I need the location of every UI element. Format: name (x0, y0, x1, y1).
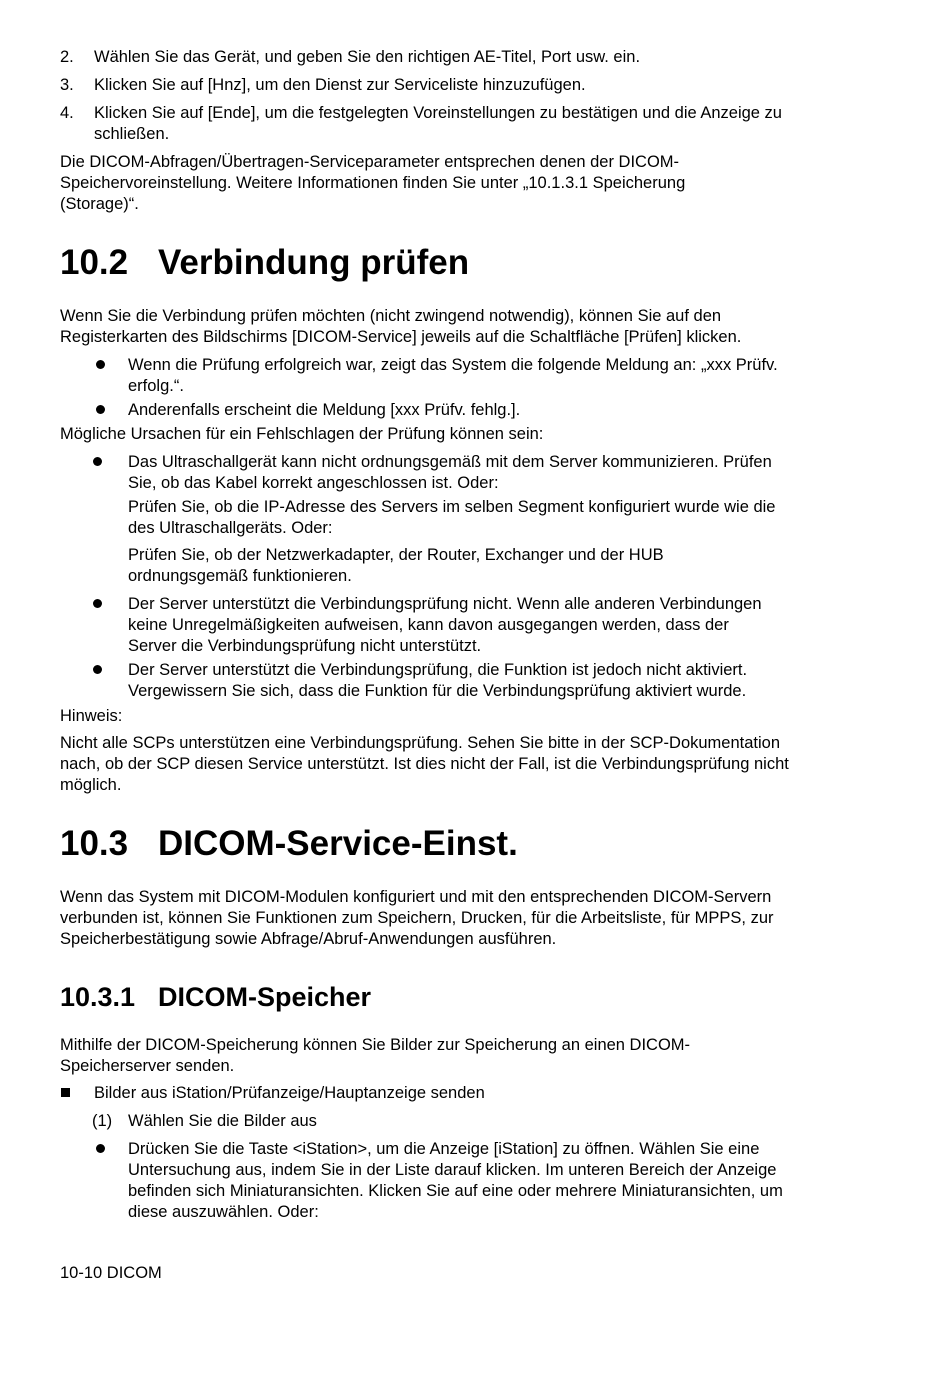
square-item-text: Bilder aus iStation/Prüfanzeige/Hauptanzeige senden (94, 1084, 485, 1102)
section-title: DICOM-Service-Einst. (158, 824, 518, 863)
paragraph: Wenn das System mit DICOM-Modulen konfiguriert und mit den entsprechenden DICOM-Servern verbunden ist, können Sie Funktionen zum Speichern, Drucken, für die Arbeitsliste, für MPPS, zur Speicherbestätigung sowie Abfrage/Abruf-Anwendungen ausführen. (60, 888, 774, 948)
bullet-text: Der Server unterstützt die Verbindungsprüfung, die Funktion ist jedoch nicht aktiviert. Vergewissern Sie sich, dass die Funktion für die Verbindungsprüfung aktiviert wurde. (128, 661, 748, 700)
step-number: 3. (60, 76, 74, 94)
square-bullet-icon (61, 1088, 70, 1097)
bullet-text: Wenn die Prüfung erfolgreich war, zeigt das System die folgende Meldung an: „xxx Prüfv. erfolg.“. (128, 356, 778, 395)
section-heading (60, 824, 518, 864)
subsection-heading (60, 981, 371, 1013)
bullet-icon (96, 1144, 105, 1153)
section-number: 10.2 (60, 243, 129, 282)
step-number: 2. (60, 48, 74, 66)
bullet-text: Anderenfalls erscheint die Meldung [xxx Prüfv. fehlg.]. (128, 401, 521, 419)
bullet-text: Der Server unterstützt die Verbindungsprüfung nicht. Wenn alle anderen Verbindungen keine Unregelmäßigkeiten aufweisen, kann davon ausgegangen werden, dass der Server die Verbindungsprüfung nicht unterstützt. (128, 595, 762, 655)
intro-paragraph: Die DICOM-Abfragen/Übertragen-Serviceparameter entsprechen denen der DICOM-Speichervoreinstellung. Weitere Informationen finden Sie unter „10.1.3.1 Speicherung (Storage)“. (60, 153, 686, 213)
bullet-text: Das Ultraschallgerät kann nicht ordnungsgemäß mit dem Server kommunizieren. Prüfen Sie, ob das Kabel korrekt angeschlossen ist. Oder: (128, 453, 772, 492)
note-label: Hinweis: (60, 707, 123, 725)
page-footer: 10-10 DICOM (60, 1264, 162, 1282)
step-text: Klicken Sie auf [Ende], um die festgelegten Voreinstellungen zu bestätigen und die Anzeige zu schließen. (94, 104, 782, 143)
bullet-icon (93, 665, 102, 674)
section-title: Verbindung prüfen (158, 243, 470, 282)
bullet-icon (93, 599, 102, 608)
step-text: Klicken Sie auf [Hnz], um den Dienst zur Serviceliste hinzuzufügen. (94, 76, 586, 94)
paragraph: Mithilfe der DICOM-Speicherung können Sie Bilder zur Speicherung an einen DICOM-Speicherserver senden. (60, 1036, 691, 1075)
subsection-number: 10.3.1 (60, 982, 136, 1012)
bullet-icon (93, 457, 102, 466)
section-number: 10.3 (60, 824, 129, 863)
bullet-icon (96, 360, 105, 369)
sub-text: Prüfen Sie, ob der Netzwerkadapter, der Router, Exchanger und der HUB ordnungsgemäß funktionieren. (128, 546, 664, 585)
note-text: Nicht alle SCPs unterstützen eine Verbindungsprüfung. Sehen Sie bitte in der SCP-Dokumentation nach, ob der SCP diesen Service unterstützt. Ist dies nicht der Fall, ist die Verbindungsprüfung nicht möglich. (60, 734, 789, 794)
step-text: Wählen Sie die Bilder aus (128, 1112, 317, 1130)
section-heading (60, 243, 469, 283)
step-number: 4. (60, 104, 74, 122)
subsection-title: DICOM-Speicher (158, 982, 372, 1012)
bullet-icon (96, 405, 105, 414)
bullet-text: Drücken Sie die Taste <iStation>, um die Anzeige [iStation] zu öffnen. Wählen Sie eine Untersuchung aus, indem Sie in der Liste darauf klicken. Im unteren Bereich der Anzeige befinden sich Miniaturansichten. Klicken Sie auf eine oder mehrere Miniaturansichten, um diese auszuwählen. Oder: (128, 1140, 783, 1221)
step-text: Wählen Sie das Gerät, und geben Sie den richtigen AE-Titel, Port usw. ein. (94, 48, 641, 66)
paragraph: Wenn Sie die Verbindung prüfen möchten (nicht zwingend notwendig), können Sie auf den Registerkarten des Bildschirms [DICOM-Service] jeweils auf die Schaltfläche [Prüfen] klicken. (60, 307, 742, 346)
causes-intro: Mögliche Ursachen für ein Fehlschlagen der Prüfung können sein: (60, 425, 544, 443)
step-number: (1) (92, 1112, 113, 1130)
sub-text: Prüfen Sie, ob die IP-Adresse des Servers im selben Segment konfiguriert wurde wie die des Ultraschallgeräts. Oder: (128, 498, 776, 537)
